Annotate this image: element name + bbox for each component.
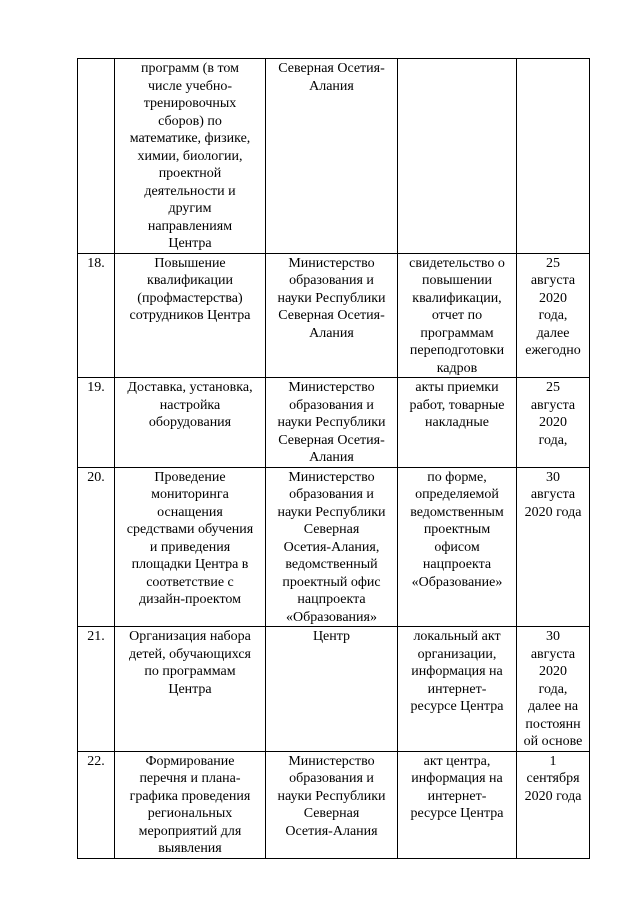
activity-cell: Доставка, установка, настройка оборудования	[115, 378, 266, 468]
responsible-cell: Центр	[266, 627, 398, 752]
result-cell: акты приемки работ, товарные накладные	[398, 378, 517, 468]
table-row	[78, 378, 590, 468]
row-number: 21.	[78, 627, 115, 752]
row-number: 22.	[78, 751, 115, 858]
activity-cell: Организация набора детей, обучающихся по программам Центра	[115, 627, 266, 752]
table-row	[78, 59, 590, 254]
responsible-cell: Северная Осетия- Алания	[266, 59, 398, 254]
table-row	[78, 627, 590, 752]
responsible-cell: Министерство образования и науки Республики Северная Осетия- Алания	[266, 253, 398, 378]
result-cell: свидетельство о повышении квалификации, отчет по программам переподготовки кадров	[398, 253, 517, 378]
deadline-cell: 30 августа 2020 года, далее на постоянн ой основе	[517, 627, 590, 752]
responsible-cell: Министерство образования и науки Республики Северная Осетия-Алания	[266, 751, 398, 858]
row-number: 18.	[78, 253, 115, 378]
result-cell	[398, 59, 517, 254]
table-row	[78, 751, 590, 858]
table-row	[78, 467, 590, 627]
deadline-cell: 1 сентября 2020 года	[517, 751, 590, 858]
result-cell: акт центра, информация на интернет- ресурсе Центра	[398, 751, 517, 858]
row-number: 20.	[78, 467, 115, 627]
activity-cell: Проведение мониторинга оснащения средствами обучения и приведения площадки Центра в соответствие с дизайн-проектом	[115, 467, 266, 627]
result-cell: по форме, определяемой ведомственным проектным офисом нацпроекта «Образование»	[398, 467, 517, 627]
deadline-cell: 25 августа 2020 года,	[517, 378, 590, 468]
deadline-cell: 25 августа 2020 года, далее ежегодно	[517, 253, 590, 378]
plan-table	[77, 58, 590, 859]
table-row	[78, 253, 590, 378]
row-number	[78, 59, 115, 254]
result-cell: локальный акт организации, информация на интернет- ресурсе Центра	[398, 627, 517, 752]
responsible-cell: Министерство образования и науки Республики Северная Осетия- Алания	[266, 378, 398, 468]
deadline-cell: 30 августа 2020 года	[517, 467, 590, 627]
activity-cell: программ (в том числе учебно- тренировочных сборов) по математике, физике, химии, биологии, проектной деятельности и другим направлениям Центра	[115, 59, 266, 254]
activity-cell: Формирование перечня и плана- графика проведения региональных мероприятий для выявления	[115, 751, 266, 858]
activity-cell: Повышение квалификации (профмастерства) сотрудников Центра	[115, 253, 266, 378]
responsible-cell: Министерство образования и науки Республики Северная Осетия-Алания, ведомственный проектный офис нацпроекта «Образования»	[266, 467, 398, 627]
row-number: 19.	[78, 378, 115, 468]
deadline-cell	[517, 59, 590, 254]
